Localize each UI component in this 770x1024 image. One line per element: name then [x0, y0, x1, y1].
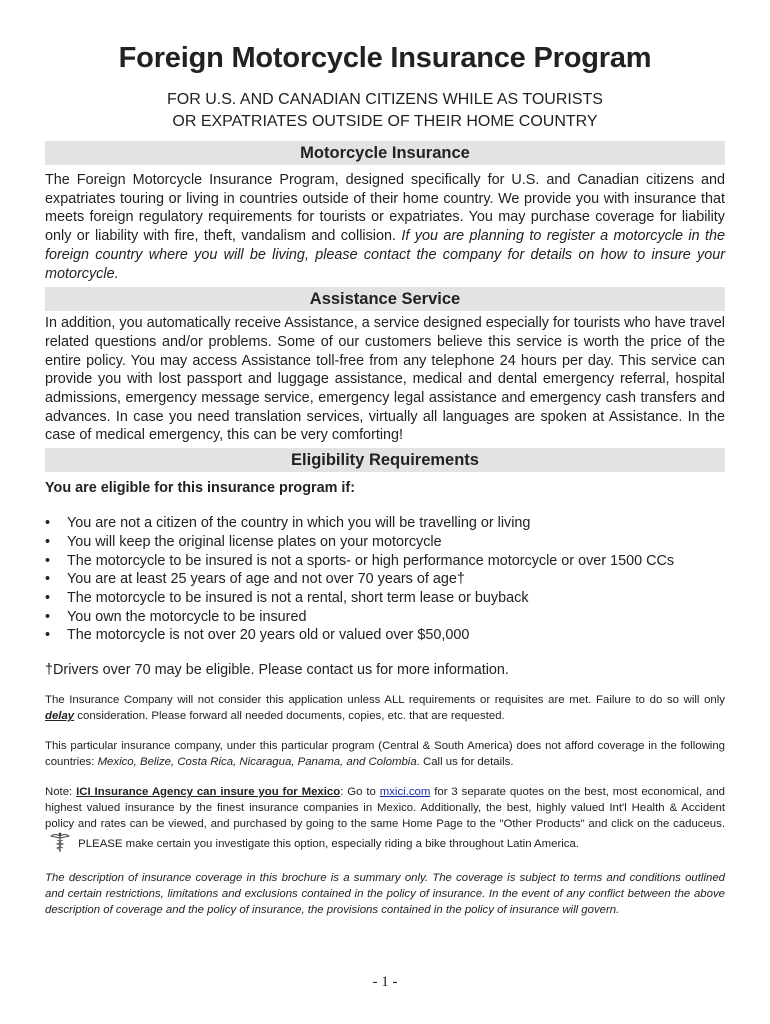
page-title: Foreign Motorcycle Insurance Program	[118, 42, 652, 74]
page-number: - 1 -	[372, 974, 398, 990]
eligibility-list	[45, 514, 725, 645]
bullet-icon: •	[45, 515, 51, 532]
bullet-icon: •	[45, 533, 51, 550]
page-subtitle	[45, 89, 725, 133]
delay-emphasis: delay	[45, 710, 75, 723]
assistance-paragraph: In addition, you automatically receive Assistance, a service designed especially for tourists who have travel related questions and/or problems. Some of our customers believe this service is worth the price of the entire policy. You may access Assistance toll-free from any telephone 24 hours per day. This service can provide you with lost passport and luggage assistance, medical and dental emergency referral, hospital admissions, emergency message service, emergency legal assistance and emergency cash transfers and advances. In case you need translation services, virtually all languages are spoken at Assistance. In the case of medical emergency, this can be very comforting!	[45, 315, 725, 444]
section-heading-eligibility: Eligibility Requirements	[45, 448, 725, 472]
bullet-icon: •	[45, 589, 51, 606]
caduceus-icon[interactable]	[49, 832, 71, 852]
list-item: • You will keep the original license plates on your motorcycle	[45, 533, 442, 550]
section-heading-motorcycle-insurance: Motorcycle Insurance	[45, 141, 725, 165]
motorcycle-insurance-italic-text: If you are planning to register a motorcycle in the foreign country where you will be living, please contact the company for details on how to insure your motorcycle.	[45, 228, 725, 282]
list-item: • You own the motorcycle to be insured	[45, 608, 307, 625]
subtitle-line-1: FOR U.S. AND CANADIAN CITIZENS WHILE AS TOURISTS	[167, 91, 603, 108]
eligibility-lead: You are eligible for this insurance program if:	[45, 480, 355, 497]
subtitle-line-2: OR EXPATRIATES OUTSIDE OF THEIR HOME COUNTRY	[172, 113, 598, 130]
document-page	[45, 0, 725, 918]
section-heading-assistance-service: Assistance Service	[45, 287, 725, 311]
excluded-countries-note: This particular insurance company, under this particular program (Central & South America) does not afford coverage in the following countries: Mexico, Belize, Costa Rica, Nicaragua, Panama, and Colombia. Call us for details.	[45, 740, 725, 769]
excluded-countries-list: Mexico, Belize, Costa Rica, Nicaragua, Panama, and Colombia	[97, 756, 417, 769]
list-item: • The motorcycle to be insured is not a rental, short term lease or buyback	[45, 589, 529, 606]
motorcycle-insurance-text: The Foreign Motorcycle Insurance Program, designed specifically for U.S. and Canadian citizens and expatriates touring or living in countries outside of their home country. We provide you with insurance that meets foreign regulatory requirements for tourists or expatriates. You may purchase coverage for liability only or liability with fire, theft, vandalism and collision.	[45, 172, 725, 245]
motorcycle-insurance-paragraph	[45, 171, 725, 283]
list-item: • You are at least 25 years of age and not over 70 years of age†	[45, 571, 465, 588]
bullet-icon: •	[45, 571, 51, 588]
bullet-icon: •	[45, 608, 51, 625]
age-footnote: †Drivers over 70 may be eligible. Please contact us for more information.	[45, 662, 509, 679]
coverage-disclaimer: The description of insurance coverage in this brochure is a summary only. The coverage is subject to terms and conditions outlined and certain restrictions, limitations and exclusions contained in the policy of insurance. In the event of any conflict between the above description of coverage and the policy of insurance, the provisions contained in the policy of insurance will govern.	[45, 872, 725, 917]
agency-name: ICI Insurance Agency can insure you for Mexico	[76, 786, 341, 799]
mxici-link[interactable]: mxici.com	[379, 786, 431, 799]
bullet-icon: •	[45, 627, 51, 644]
bullet-icon: •	[45, 552, 51, 569]
list-item: • You are not a citizen of the country in which you will be travelling or living	[45, 515, 531, 532]
requirements-note: The Insurance Company will not consider this application unless ALL requirements or requisites are met. Failure to do so will only delay consideration. Please forward all needed documents, copies, etc. that are requested.	[45, 694, 725, 723]
mexico-note: Note: ICI Insurance Agency can insure you for Mexico: Go to mxici.com for 3 separate quotes on the best, most economical, and highest valued insurance by the finest insurance companies in Mexico. Additionally, the best, highly valued Int'l Health & Accident policy and rates can be viewed, and purchased by going to the same Home Page to the "Other Products" and click on the caduceus. PLEASE make certain you investigate this option, especially riding a bike throughout Latin America.	[45, 786, 726, 851]
list-item: • The motorcycle is not over 20 years old or valued over $50,000	[45, 627, 470, 644]
list-item: • The motorcycle to be insured is not a sports- or high performance motorcycle or over 1500 CCs	[45, 552, 675, 569]
